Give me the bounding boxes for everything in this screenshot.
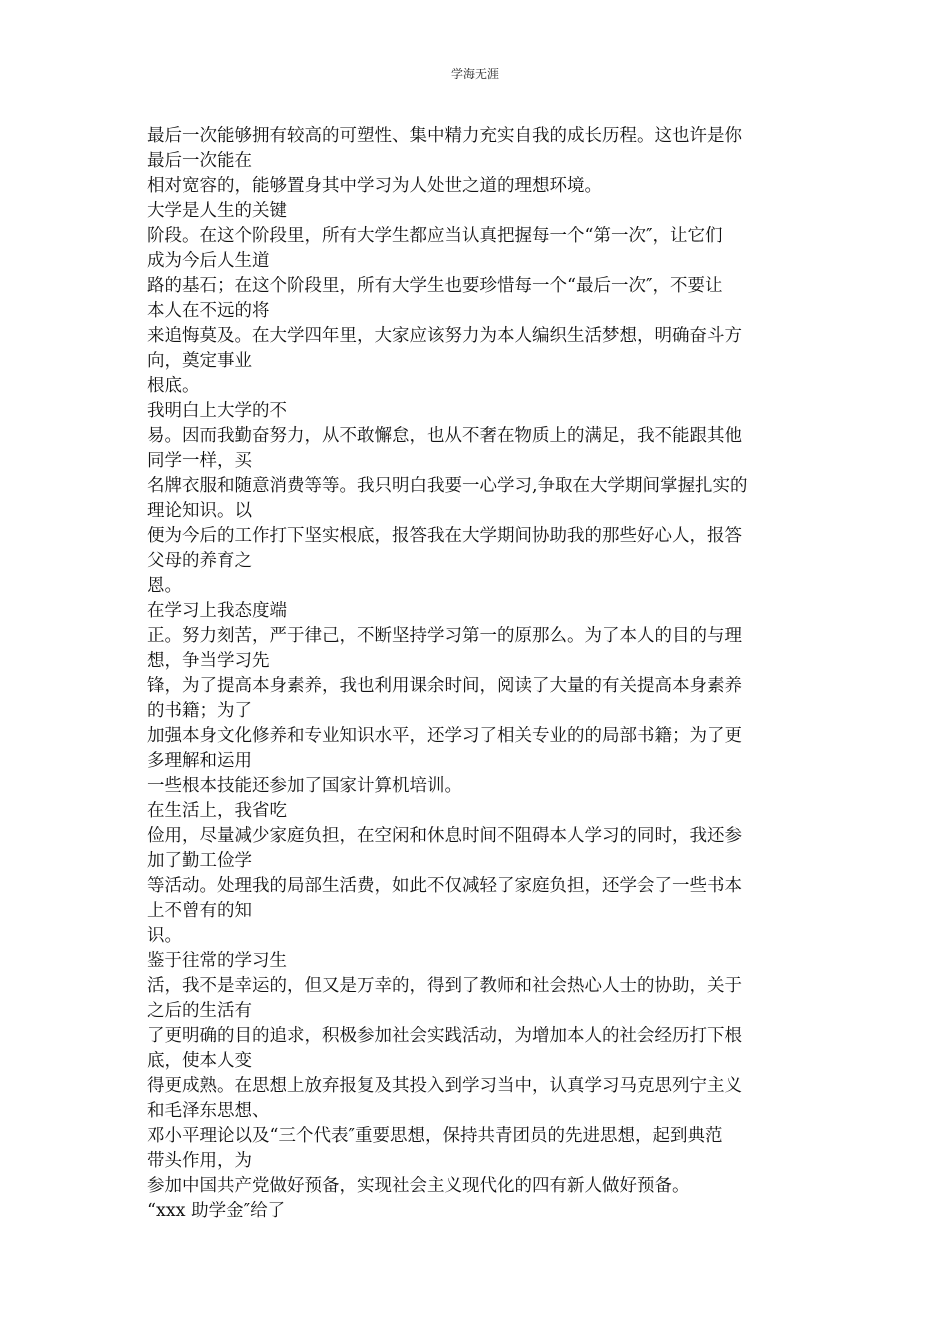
text-line: 一些根本技能还参加了国家计算机培训。	[147, 776, 462, 796]
text-line: 底，使本人变	[147, 1051, 252, 1071]
text-line: 路的基石；在这个阶段里，所有大学生也要珍惜每一个“最后一次″，不要让	[147, 276, 723, 296]
text-line: 我明白上大学的不	[147, 401, 287, 421]
text-line: 的书籍；为了	[147, 701, 252, 721]
text-line: 成为今后人生道	[147, 251, 270, 271]
page-header: 学海无涯	[450, 67, 499, 81]
text-line: “xxx 助学金″给了	[147, 1201, 286, 1221]
text-line: 最后一次能够拥有较高的可塑性、集中精力充实自我的成长历程。这也许是你	[147, 126, 742, 146]
text-line: 活，我不是幸运的，但又是万幸的，得到了教师和社会热心人士的协助，关于	[147, 976, 742, 996]
text-line: 俭用，尽量减少家庭负担，在空闲和休息时间不阻碍本人学习的同时，我还参	[147, 826, 742, 846]
text-line: 邓小平理论以及“三个代表″重要思想，保持共青团员的先进思想，起到典范	[147, 1126, 723, 1146]
text-line: 和毛泽东思想、	[147, 1101, 270, 1121]
text-line: 相对宽容的，能够置身其中学习为人处世之道的理想环境。	[147, 176, 602, 196]
text-line: 锋，为了提高本身素养，我也利用课余时间，阅读了大量的有关提高本身素养	[147, 676, 742, 696]
text-line: 父母的养育之	[147, 551, 252, 571]
text-line: 同学一样，买	[147, 451, 252, 471]
text-line: 识。	[147, 926, 182, 946]
text-line: 便为今后的工作打下坚实根底，报答我在大学期间协助我的那些好心人，报答	[147, 526, 742, 546]
text-line: 恩。	[147, 576, 182, 596]
text-line: 鉴于往常的学习生	[147, 951, 287, 971]
text-line: 名牌衣服和随意消费等等。我只明白我要一心学习,争取在大学期间掌握扎实的	[147, 476, 748, 496]
text-line: 得更成熟。在思想上放弃报复及其投入到学习当中，认真学习马克思列宁主义	[147, 1076, 742, 1096]
text-line: 来追悔莫及。在大学四年里，大家应该努力为本人编织生活梦想，明确奋斗方	[147, 326, 742, 346]
text-line: 加强本身文化修养和专业知识水平，还学习了相关专业的的局部书籍；为了更	[147, 726, 742, 746]
text-line: 理论知识。以	[147, 501, 252, 521]
text-line: 在生活上，我省吃	[147, 801, 287, 821]
text-line: 正。努力刻苦，严于律己，不断坚持学习第一的原那么。为了本人的目的与理	[147, 626, 742, 646]
text-line: 之后的生活有	[147, 1001, 252, 1021]
text-line: 在学习上我态度端	[147, 601, 287, 621]
text-line: 带头作用，为	[147, 1151, 252, 1171]
text-line: 上不曾有的知	[147, 901, 252, 921]
text-line: 阶段。在这个阶段里，所有大学生都应当认真把握每一个“第一次″，让它们	[147, 226, 723, 246]
text-line: 最后一次能在	[147, 151, 252, 171]
text-line: 向，奠定事业	[147, 351, 252, 371]
text-line: 了更明确的目的追求，积极参加社会实践活动，为增加本人的社会经历打下根	[147, 1026, 742, 1046]
text-line: 想，争当学习先	[147, 651, 270, 671]
document-body	[147, 124, 807, 1224]
text-line: 参加中国共产党做好预备，实现社会主义现代化的四有新人做好预备。	[147, 1176, 690, 1196]
text-line: 大学是人生的关键	[147, 201, 287, 221]
text-line: 本人在不远的将	[147, 301, 270, 321]
text-line: 加了勤工俭学	[147, 851, 252, 871]
text-line: 根底。	[147, 376, 200, 396]
text-line: 多理解和运用	[147, 751, 252, 771]
text-line: 易。因而我勤奋努力，从不敢懈怠，也从不奢在物质上的满足，我不能跟其他	[147, 426, 742, 446]
text-line: 等活动。处理我的局部生活费，如此不仅减轻了家庭负担，还学会了一些书本	[147, 876, 742, 896]
